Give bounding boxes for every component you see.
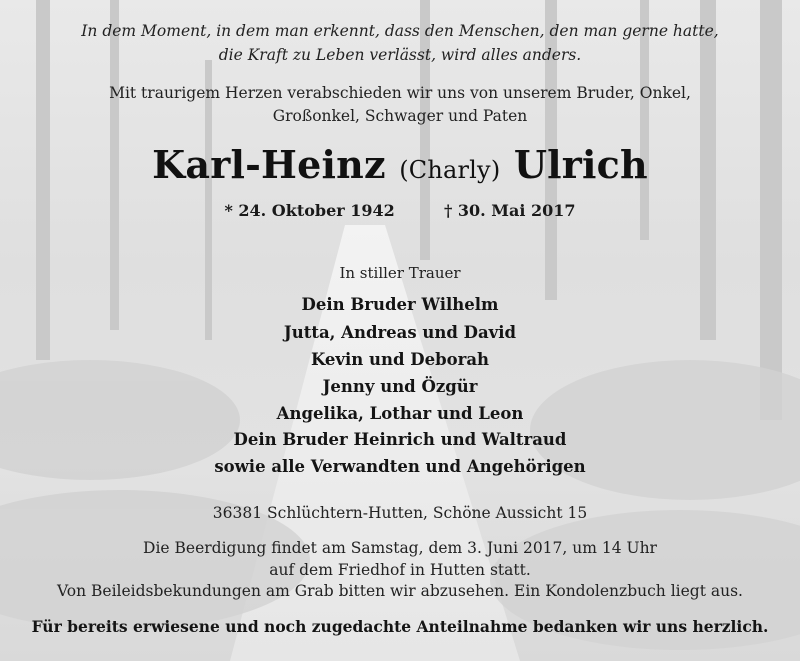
family-member: Dein Bruder Wilhelm bbox=[301, 295, 499, 314]
family-member: sowie alle Verwandten und Angehörigen bbox=[214, 457, 586, 476]
funeral-line-3: Von Beileidsbekundungen am Grab bitten wir abzusehen. Ein Kondolenzbuch liegt aus. bbox=[57, 582, 743, 600]
death-date: † 30. Mai 2017 bbox=[443, 201, 576, 220]
last-name: Ulrich bbox=[513, 142, 648, 187]
funeral-line-2: auf dem Friedhof in Hutten statt. bbox=[269, 561, 531, 579]
thanks-note: Für bereits erwiesene und noch zugedachte Anteilnahme bedanken wir uns herzlich. bbox=[31, 617, 769, 636]
family-member: Kevin und Deborah bbox=[310, 350, 490, 369]
quote-line-1: In dem Moment, in dem man erkennt, dass den Menschen, den man gerne hatte, bbox=[81, 22, 719, 40]
mourning-heading: In stiller Trauer bbox=[339, 264, 461, 282]
family-member: Jenny und Özgür bbox=[322, 377, 478, 396]
funeral-line-1: Die Beerdigung findet am Samstag, dem 3. Juni 2017, um 14 Uhr bbox=[143, 539, 657, 557]
nickname: (Charly) bbox=[399, 156, 501, 184]
life-dates bbox=[0, 201, 800, 220]
deceased-name bbox=[0, 142, 800, 187]
family-member: Dein Bruder Heinrich und Waltraud bbox=[233, 430, 567, 449]
quote-line-2: die Kraft zu Leben verlässt, wird alles anders. bbox=[218, 46, 582, 64]
first-name: Karl-Heinz bbox=[152, 142, 386, 187]
family-member: Angelika, Lothar und Leon bbox=[276, 404, 524, 423]
intro-line-1: Mit traurigem Herzen verabschieden wir uns von unserem Bruder, Onkel, bbox=[109, 84, 691, 102]
family-member: Jutta, Andreas und David bbox=[283, 323, 517, 342]
birth-date: * 24. Oktober 1942 bbox=[224, 201, 395, 220]
address: 36381 Schlüchtern-Hutten, Schöne Aussicht 15 bbox=[212, 504, 588, 522]
intro-line-2: Großonkel, Schwager und Paten bbox=[272, 107, 528, 125]
